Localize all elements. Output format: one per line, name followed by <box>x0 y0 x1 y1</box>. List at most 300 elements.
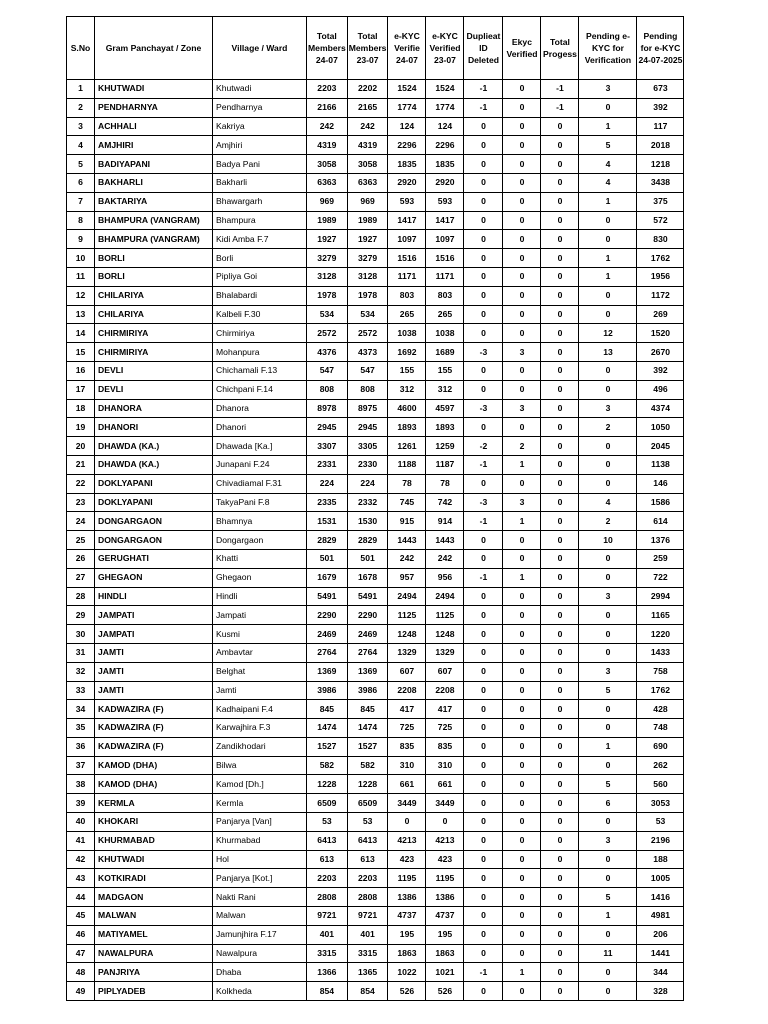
table-row <box>67 343 684 362</box>
cell-pending-ekyc: 259 <box>637 549 684 568</box>
cell-ekyc-2407: 745 <box>388 493 426 512</box>
cell-duplicate-deleted: 0 <box>464 474 503 493</box>
cell-ekyc-2407: 78 <box>388 474 426 493</box>
cell-pending-verification: 0 <box>579 568 637 587</box>
cell-duplicate-deleted: 0 <box>464 549 503 568</box>
cell-ekyc-verified: 1 <box>503 963 541 982</box>
cell-total-members-2307: 1530 <box>347 512 388 531</box>
cell-duplicate-deleted: 0 <box>464 361 503 380</box>
cell-total-members-2307: 5491 <box>347 587 388 606</box>
table-row <box>67 493 684 512</box>
cell-ekyc-2307: 1689 <box>426 343 464 362</box>
cell-ekyc-2407: 1692 <box>388 343 426 362</box>
cell-village: Khutwadi <box>213 80 307 99</box>
cell-total-members-2407: 2572 <box>307 324 348 343</box>
cell-pending-ekyc: 1441 <box>637 944 684 963</box>
cell-ekyc-2307: 195 <box>426 925 464 944</box>
table-row <box>67 982 684 1001</box>
cell-total-members-2307: 8975 <box>347 399 388 418</box>
cell-ekyc-2407: 2296 <box>388 136 426 155</box>
cell-ekyc-2307: 1386 <box>426 888 464 907</box>
cell-pending-ekyc: 392 <box>637 361 684 380</box>
cell-ekyc-2407: 2920 <box>388 173 426 192</box>
cell-duplicate-deleted: 0 <box>464 831 503 850</box>
cell-gram-panchayat: KAMOD (DHA) <box>95 775 213 794</box>
cell-total-progress: 0 <box>541 173 579 192</box>
cell-pending-ekyc: 328 <box>637 982 684 1001</box>
cell-total-progress: 0 <box>541 794 579 813</box>
cell-pending-verification: 0 <box>579 437 637 456</box>
cell-duplicate-deleted: 0 <box>464 418 503 437</box>
cell-gram-panchayat: GHEGAON <box>95 568 213 587</box>
cell-total-progress: 0 <box>541 455 579 474</box>
table-body <box>67 80 684 1001</box>
cell-ekyc-2307: 661 <box>426 775 464 794</box>
table-row <box>67 98 684 117</box>
cell-ekyc-verified: 0 <box>503 794 541 813</box>
table-row <box>67 700 684 719</box>
cell-ekyc-2407: 1329 <box>388 643 426 662</box>
cell-total-progress: 0 <box>541 625 579 644</box>
cell-total-members-2307: 2808 <box>347 888 388 907</box>
cell-pending-ekyc: 117 <box>637 117 684 136</box>
cell-pending-verification: 2 <box>579 512 637 531</box>
cell-ekyc-verified: 0 <box>503 888 541 907</box>
cell-ekyc-2407: 1038 <box>388 324 426 343</box>
cell-total-members-2307: 534 <box>347 305 388 324</box>
cell-ekyc-2407: 1188 <box>388 455 426 474</box>
cell-sno: 1 <box>67 80 95 99</box>
cell-sno: 26 <box>67 549 95 568</box>
cell-total-progress: 0 <box>541 418 579 437</box>
cell-ekyc-2307: 265 <box>426 305 464 324</box>
cell-total-members-2407: 53 <box>307 813 348 832</box>
cell-total-members-2407: 6413 <box>307 831 348 850</box>
cell-pending-ekyc: 375 <box>637 192 684 211</box>
table-row <box>67 925 684 944</box>
cell-total-progress: 0 <box>541 136 579 155</box>
cell-sno: 47 <box>67 944 95 963</box>
table-row <box>67 794 684 813</box>
cell-sno: 41 <box>67 831 95 850</box>
cell-ekyc-2407: 1417 <box>388 211 426 230</box>
cell-sno: 3 <box>67 117 95 136</box>
cell-sno: 45 <box>67 907 95 926</box>
cell-total-members-2307: 53 <box>347 813 388 832</box>
cell-ekyc-verified: 0 <box>503 813 541 832</box>
table-row <box>67 380 684 399</box>
cell-total-members-2307: 3305 <box>347 437 388 456</box>
header-duplicate-deleted: Duplieat ID Deleted <box>464 17 503 80</box>
cell-village: Dongargaon <box>213 531 307 550</box>
cell-pending-ekyc: 2045 <box>637 437 684 456</box>
cell-sno: 44 <box>67 888 95 907</box>
cell-total-members-2307: 2332 <box>347 493 388 512</box>
cell-total-members-2307: 582 <box>347 756 388 775</box>
cell-village: Mohanpura <box>213 343 307 362</box>
cell-total-progress: 0 <box>541 305 579 324</box>
cell-total-members-2307: 3315 <box>347 944 388 963</box>
cell-total-members-2407: 2203 <box>307 869 348 888</box>
cell-total-members-2307: 1365 <box>347 963 388 982</box>
cell-total-progress: 0 <box>541 888 579 907</box>
cell-total-progress: 0 <box>541 756 579 775</box>
table-row <box>67 756 684 775</box>
cell-village: Pendharnya <box>213 98 307 117</box>
cell-pending-ekyc: 1218 <box>637 155 684 174</box>
cell-pending-ekyc: 428 <box>637 700 684 719</box>
cell-pending-ekyc: 560 <box>637 775 684 794</box>
table-row <box>67 531 684 550</box>
table-row <box>67 831 684 850</box>
cell-ekyc-2307: 803 <box>426 286 464 305</box>
table-row <box>67 512 684 531</box>
cell-gram-panchayat: JAMTI <box>95 643 213 662</box>
cell-total-members-2407: 3279 <box>307 249 348 268</box>
cell-total-progress: 0 <box>541 474 579 493</box>
cell-ekyc-2307: 725 <box>426 719 464 738</box>
cell-ekyc-2307: 124 <box>426 117 464 136</box>
cell-total-members-2307: 1978 <box>347 286 388 305</box>
header-sno: S.No <box>67 17 95 80</box>
cell-ekyc-verified: 0 <box>503 625 541 644</box>
cell-duplicate-deleted: 0 <box>464 869 503 888</box>
cell-gram-panchayat: DEVLI <box>95 361 213 380</box>
cell-gram-panchayat: CHIRMIRIYA <box>95 324 213 343</box>
cell-pending-ekyc: 3053 <box>637 794 684 813</box>
table-row <box>67 136 684 155</box>
cell-total-progress: 0 <box>541 493 579 512</box>
header-ekyc-2307: e-KYC Verified 23-07 <box>426 17 464 80</box>
cell-duplicate-deleted: 0 <box>464 249 503 268</box>
cell-pending-ekyc: 1520 <box>637 324 684 343</box>
cell-total-members-2407: 3058 <box>307 155 348 174</box>
cell-pending-verification: 0 <box>579 756 637 775</box>
table-row <box>67 681 684 700</box>
cell-total-progress: 0 <box>541 719 579 738</box>
cell-pending-ekyc: 1220 <box>637 625 684 644</box>
cell-pending-ekyc: 4981 <box>637 907 684 926</box>
cell-total-progress: 0 <box>541 192 579 211</box>
cell-ekyc-verified: 0 <box>503 681 541 700</box>
cell-total-members-2407: 1531 <box>307 512 348 531</box>
cell-sno: 17 <box>67 380 95 399</box>
cell-total-members-2407: 845 <box>307 700 348 719</box>
cell-pending-verification: 0 <box>579 625 637 644</box>
cell-total-progress: 0 <box>541 606 579 625</box>
cell-duplicate-deleted: 0 <box>464 380 503 399</box>
cell-ekyc-verified: 0 <box>503 474 541 493</box>
cell-ekyc-2407: 1125 <box>388 606 426 625</box>
cell-sno: 30 <box>67 625 95 644</box>
cell-total-members-2407: 2808 <box>307 888 348 907</box>
cell-total-members-2307: 2290 <box>347 606 388 625</box>
table-row <box>67 568 684 587</box>
table-row <box>67 719 684 738</box>
cell-total-progress: 0 <box>541 568 579 587</box>
table-row <box>67 324 684 343</box>
cell-village: Dhanori <box>213 418 307 437</box>
cell-ekyc-verified: 0 <box>503 361 541 380</box>
cell-gram-panchayat: KADWAZIRA (F) <box>95 700 213 719</box>
cell-total-members-2407: 582 <box>307 756 348 775</box>
cell-total-members-2407: 2290 <box>307 606 348 625</box>
cell-ekyc-2407: 593 <box>388 192 426 211</box>
cell-total-progress: 0 <box>541 813 579 832</box>
cell-sno: 46 <box>67 925 95 944</box>
cell-gram-panchayat: DHAWDA (KA.) <box>95 437 213 456</box>
cell-sno: 40 <box>67 813 95 832</box>
table-row <box>67 907 684 926</box>
cell-sno: 35 <box>67 719 95 738</box>
header-total-members-2307: Total Members 23-07 <box>347 17 388 80</box>
cell-pending-verification: 1 <box>579 192 637 211</box>
cell-ekyc-verified: 0 <box>503 549 541 568</box>
cell-gram-panchayat: BAKTARIYA <box>95 192 213 211</box>
cell-gram-panchayat: KHURMABAD <box>95 831 213 850</box>
cell-total-members-2307: 4373 <box>347 343 388 362</box>
cell-ekyc-verified: 0 <box>503 324 541 343</box>
cell-duplicate-deleted: 0 <box>464 982 503 1001</box>
cell-duplicate-deleted: 0 <box>464 643 503 662</box>
cell-total-members-2407: 3128 <box>307 267 348 286</box>
table-row <box>67 963 684 982</box>
cell-pending-ekyc: 4374 <box>637 399 684 418</box>
table-row <box>67 606 684 625</box>
cell-pending-ekyc: 748 <box>637 719 684 738</box>
cell-gram-panchayat: CHILARIYA <box>95 305 213 324</box>
cell-pending-verification: 0 <box>579 643 637 662</box>
cell-ekyc-2307: 1038 <box>426 324 464 343</box>
cell-ekyc-2407: 1261 <box>388 437 426 456</box>
cell-ekyc-2407: 3449 <box>388 794 426 813</box>
cell-gram-panchayat: JAMPATI <box>95 625 213 644</box>
cell-pending-verification: 1 <box>579 737 637 756</box>
cell-pending-ekyc: 2018 <box>637 136 684 155</box>
cell-sno: 33 <box>67 681 95 700</box>
cell-total-progress: 0 <box>541 737 579 756</box>
cell-total-members-2307: 2202 <box>347 80 388 99</box>
cell-ekyc-2407: 725 <box>388 719 426 738</box>
cell-ekyc-verified: 0 <box>503 117 541 136</box>
cell-village: TakyaPani F.8 <box>213 493 307 512</box>
cell-duplicate-deleted: 0 <box>464 700 503 719</box>
cell-duplicate-deleted: 0 <box>464 286 503 305</box>
cell-ekyc-verified: 0 <box>503 286 541 305</box>
cell-gram-panchayat: DHANORI <box>95 418 213 437</box>
cell-gram-panchayat: KHUTWADI <box>95 850 213 869</box>
cell-total-progress: 0 <box>541 907 579 926</box>
cell-pending-verification: 1 <box>579 907 637 926</box>
cell-duplicate-deleted: 0 <box>464 136 503 155</box>
cell-ekyc-2307: 956 <box>426 568 464 587</box>
cell-ekyc-2307: 2296 <box>426 136 464 155</box>
cell-sno: 4 <box>67 136 95 155</box>
cell-duplicate-deleted: 0 <box>464 117 503 136</box>
cell-pending-verification: 3 <box>579 399 637 418</box>
cell-total-members-2407: 547 <box>307 361 348 380</box>
cell-ekyc-2307: 2208 <box>426 681 464 700</box>
cell-ekyc-verified: 0 <box>503 643 541 662</box>
cell-ekyc-verified: 0 <box>503 418 541 437</box>
cell-pending-verification: 3 <box>579 80 637 99</box>
cell-total-members-2307: 6509 <box>347 794 388 813</box>
table-row <box>67 418 684 437</box>
cell-sno: 31 <box>67 643 95 662</box>
cell-duplicate-deleted: 0 <box>464 173 503 192</box>
cell-gram-panchayat: PIPLYADEB <box>95 982 213 1001</box>
cell-total-members-2407: 1527 <box>307 737 348 756</box>
cell-pending-ekyc: 2670 <box>637 343 684 362</box>
cell-total-progress: 0 <box>541 925 579 944</box>
cell-total-members-2307: 401 <box>347 925 388 944</box>
cell-total-progress: 0 <box>541 286 579 305</box>
cell-total-members-2407: 1989 <box>307 211 348 230</box>
cell-total-members-2307: 2945 <box>347 418 388 437</box>
cell-total-members-2407: 613 <box>307 850 348 869</box>
cell-sno: 48 <box>67 963 95 982</box>
cell-sno: 22 <box>67 474 95 493</box>
cell-total-progress: 0 <box>541 963 579 982</box>
cell-ekyc-verified: 0 <box>503 80 541 99</box>
cell-duplicate-deleted: -2 <box>464 437 503 456</box>
cell-ekyc-2307: 1259 <box>426 437 464 456</box>
cell-total-members-2307: 1678 <box>347 568 388 587</box>
cell-pending-verification: 1 <box>579 117 637 136</box>
cell-ekyc-2407: 1893 <box>388 418 426 437</box>
cell-total-progress: -1 <box>541 98 579 117</box>
cell-total-members-2407: 2764 <box>307 643 348 662</box>
cell-total-progress: 0 <box>541 361 579 380</box>
cell-sno: 18 <box>67 399 95 418</box>
cell-ekyc-verified: 1 <box>503 512 541 531</box>
cell-village: Bhalabardi <box>213 286 307 305</box>
table-row <box>67 662 684 681</box>
cell-total-members-2307: 1927 <box>347 230 388 249</box>
cell-pending-ekyc: 722 <box>637 568 684 587</box>
cell-sno: 14 <box>67 324 95 343</box>
cell-pending-verification: 0 <box>579 211 637 230</box>
cell-village: Jamti <box>213 681 307 700</box>
cell-gram-panchayat: GERUGHATI <box>95 549 213 568</box>
cell-pending-ekyc: 830 <box>637 230 684 249</box>
cell-sno: 36 <box>67 737 95 756</box>
cell-ekyc-verified: 0 <box>503 925 541 944</box>
cell-pending-ekyc: 262 <box>637 756 684 775</box>
cell-ekyc-2307: 1097 <box>426 230 464 249</box>
cell-total-members-2407: 242 <box>307 117 348 136</box>
cell-village: Junapani F.24 <box>213 455 307 474</box>
cell-pending-verification: 0 <box>579 869 637 888</box>
cell-ekyc-2407: 310 <box>388 756 426 775</box>
cell-pending-ekyc: 673 <box>637 80 684 99</box>
cell-ekyc-2407: 957 <box>388 568 426 587</box>
cell-pending-ekyc: 344 <box>637 963 684 982</box>
cell-total-progress: 0 <box>541 512 579 531</box>
cell-total-members-2307: 3986 <box>347 681 388 700</box>
cell-total-members-2307: 2572 <box>347 324 388 343</box>
cell-village: Dhaba <box>213 963 307 982</box>
cell-pending-ekyc: 1138 <box>637 455 684 474</box>
cell-total-members-2407: 1366 <box>307 963 348 982</box>
cell-gram-panchayat: BORLI <box>95 249 213 268</box>
cell-ekyc-verified: 3 <box>503 343 541 362</box>
cell-ekyc-2407: 1524 <box>388 80 426 99</box>
cell-duplicate-deleted: 0 <box>464 925 503 944</box>
cell-pending-ekyc: 758 <box>637 662 684 681</box>
cell-total-members-2407: 5491 <box>307 587 348 606</box>
cell-pending-ekyc: 3438 <box>637 173 684 192</box>
cell-village: Ambavtar <box>213 643 307 662</box>
cell-ekyc-verified: 1 <box>503 568 541 587</box>
cell-village: Chichpani F.14 <box>213 380 307 399</box>
cell-gram-panchayat: KHUTWADI <box>95 80 213 99</box>
cell-duplicate-deleted: -3 <box>464 343 503 362</box>
cell-total-members-2307: 3279 <box>347 249 388 268</box>
cell-ekyc-2407: 526 <box>388 982 426 1001</box>
cell-ekyc-verified: 0 <box>503 756 541 775</box>
cell-ekyc-2307: 78 <box>426 474 464 493</box>
cell-ekyc-2307: 2494 <box>426 587 464 606</box>
cell-total-progress: 0 <box>541 531 579 550</box>
cell-ekyc-2307: 593 <box>426 192 464 211</box>
cell-sno: 11 <box>67 267 95 286</box>
cell-duplicate-deleted: 0 <box>464 719 503 738</box>
cell-sno: 32 <box>67 662 95 681</box>
cell-ekyc-2407: 265 <box>388 305 426 324</box>
cell-pending-verification: 0 <box>579 719 637 738</box>
cell-total-members-2307: 613 <box>347 850 388 869</box>
cell-ekyc-2407: 4213 <box>388 831 426 850</box>
cell-ekyc-2307: 1187 <box>426 455 464 474</box>
cell-total-members-2407: 2469 <box>307 625 348 644</box>
cell-total-members-2307: 845 <box>347 700 388 719</box>
cell-total-members-2407: 2166 <box>307 98 348 117</box>
cell-total-members-2307: 2203 <box>347 869 388 888</box>
cell-pending-verification: 4 <box>579 155 637 174</box>
cell-total-progress: 0 <box>541 944 579 963</box>
cell-sno: 42 <box>67 850 95 869</box>
cell-duplicate-deleted: 0 <box>464 606 503 625</box>
cell-ekyc-verified: 0 <box>503 907 541 926</box>
cell-pending-verification: 0 <box>579 474 637 493</box>
cell-ekyc-verified: 3 <box>503 493 541 512</box>
table-row <box>67 455 684 474</box>
cell-total-members-2407: 1228 <box>307 775 348 794</box>
header-total-members-2407: Total Members 24-07 <box>307 17 348 80</box>
header-ekyc-2407: e-KYC Verifie 24-07 <box>388 17 426 80</box>
cell-total-members-2307: 1989 <box>347 211 388 230</box>
cell-total-members-2407: 4319 <box>307 136 348 155</box>
cell-ekyc-verified: 2 <box>503 437 541 456</box>
table-row <box>67 813 684 832</box>
cell-sno: 49 <box>67 982 95 1001</box>
cell-ekyc-2407: 195 <box>388 925 426 944</box>
cell-duplicate-deleted: 0 <box>464 944 503 963</box>
cell-ekyc-2307: 914 <box>426 512 464 531</box>
cell-sno: 38 <box>67 775 95 794</box>
cell-gram-panchayat: DONGARGAON <box>95 512 213 531</box>
cell-ekyc-2307: 312 <box>426 380 464 399</box>
cell-total-members-2307: 2764 <box>347 643 388 662</box>
cell-total-members-2307: 969 <box>347 192 388 211</box>
cell-pending-verification: 0 <box>579 305 637 324</box>
cell-duplicate-deleted: 0 <box>464 775 503 794</box>
table-row <box>67 944 684 963</box>
cell-ekyc-verified: 0 <box>503 700 541 719</box>
cell-total-members-2307: 6363 <box>347 173 388 192</box>
cell-gram-panchayat: KOTKIRADI <box>95 869 213 888</box>
